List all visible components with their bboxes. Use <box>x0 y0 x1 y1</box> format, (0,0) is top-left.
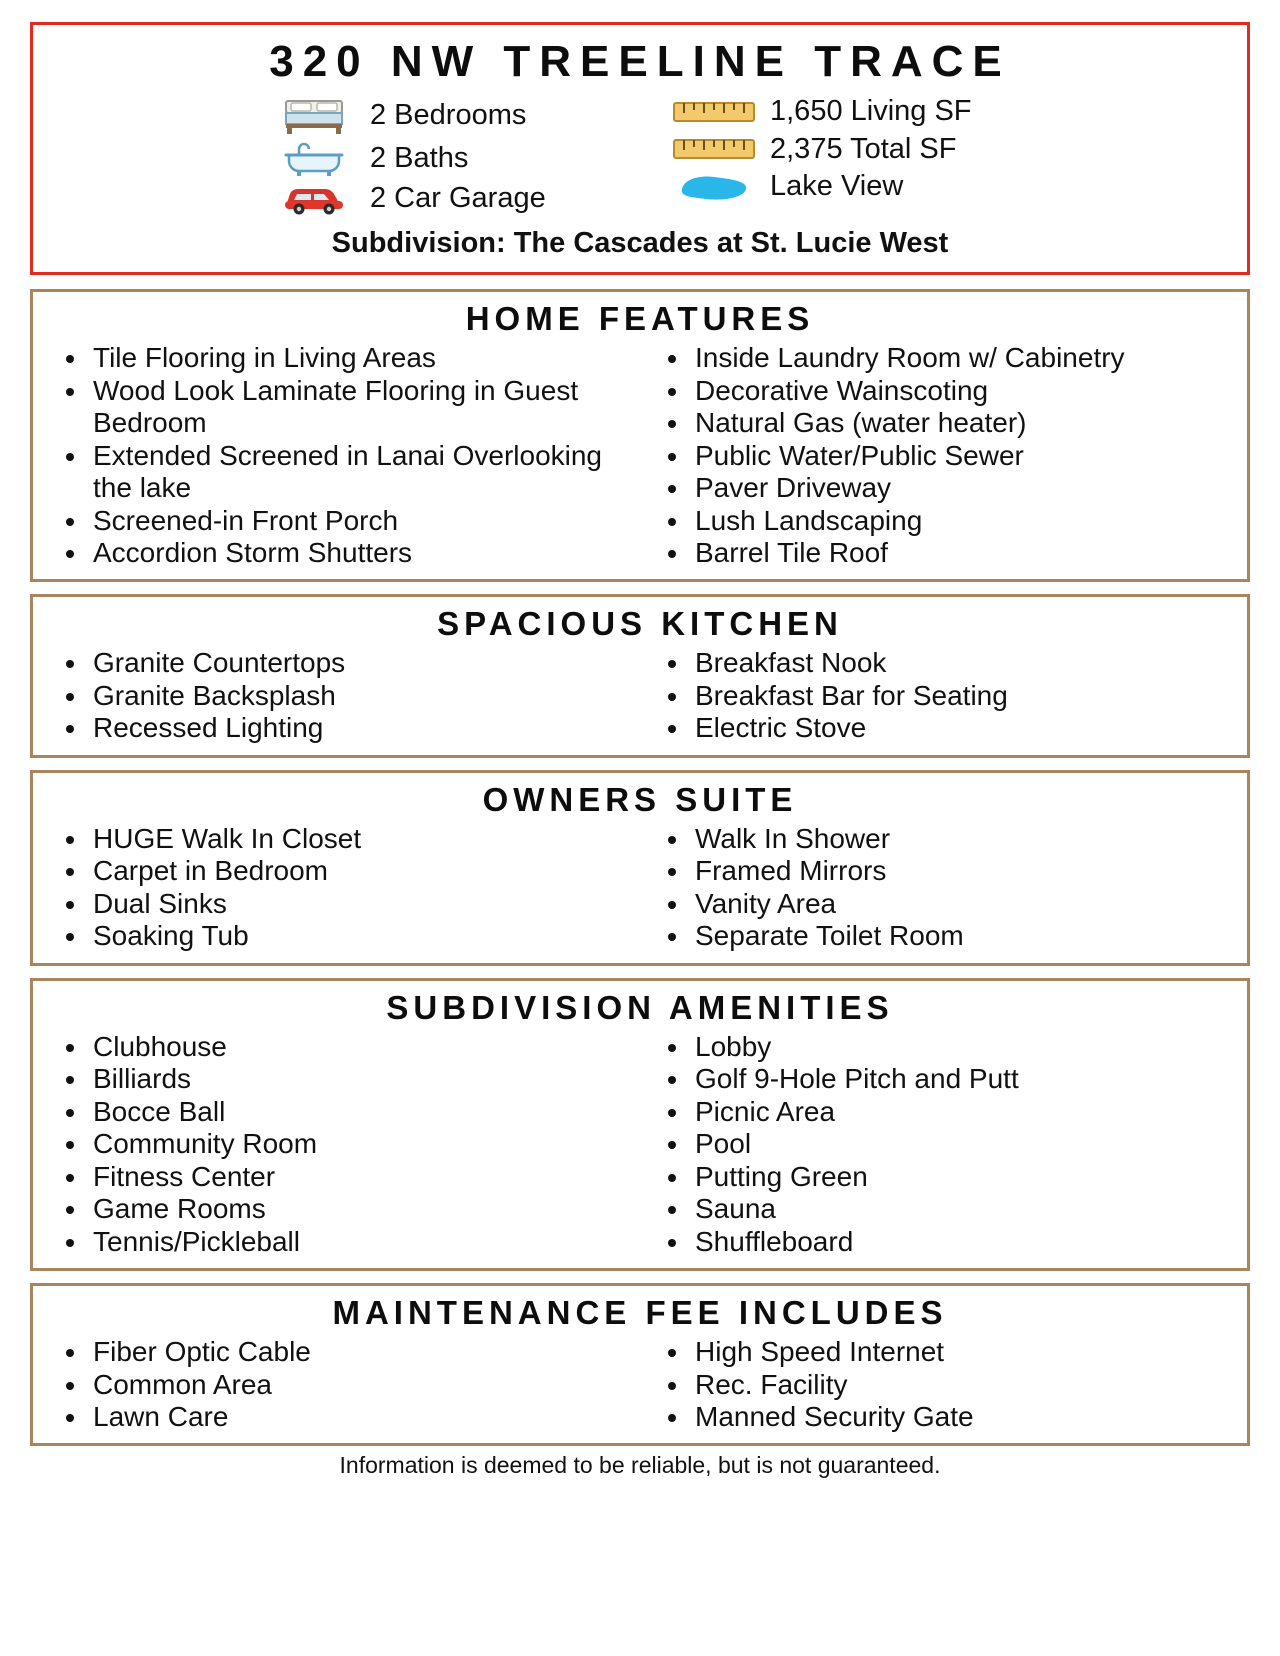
maintenance-column-right <box>645 1336 1237 1433</box>
kitchen-column-right <box>645 647 1237 744</box>
suite-column-left <box>43 823 635 953</box>
list-item: • Lobby <box>691 1031 1237 1063</box>
section-title: SUBDIVISION AMENITIES <box>386 988 894 1026</box>
list-item: • Common Area <box>89 1369 635 1401</box>
section-spacious-kitchen <box>30 594 1250 757</box>
car-icon <box>270 181 358 215</box>
section-title: MAINTENANCE FEE INCLUDES <box>332 1294 948 1332</box>
list-item: • Barrel Tile Roof <box>691 537 1237 569</box>
feature-list <box>645 1031 1237 1258</box>
feature-list <box>43 1031 635 1258</box>
list-item: • Pool <box>691 1128 1237 1160</box>
fact-label: 2,375 Total SF <box>770 132 957 165</box>
list-item: • Recessed Lighting <box>89 712 635 744</box>
water-icon <box>670 171 758 203</box>
list-item: • Bocce Ball <box>89 1096 635 1128</box>
ruler-icon <box>670 97 758 127</box>
section-title: SPACIOUS KITCHEN <box>437 605 843 643</box>
kitchen-column-left <box>43 647 635 744</box>
subdivision-line: Subdivision: The Cascades at St. Lucie West <box>331 227 949 260</box>
feature-list <box>43 342 635 569</box>
list-item: • Public Water/Public Sewer <box>691 440 1237 472</box>
list-item: • Fiber Optic Cable <box>89 1336 635 1368</box>
list-item: • Clubhouse <box>89 1031 635 1063</box>
list-item: • Natural Gas (water heater) <box>691 407 1237 439</box>
list-item: • Manned Security Gate <box>691 1401 1237 1433</box>
bed-icon <box>270 95 358 135</box>
list-item: • Soaking Tub <box>89 920 635 952</box>
amenities-column-right <box>645 1031 1237 1258</box>
feature-list <box>645 647 1237 744</box>
bathtub-icon <box>270 139 358 177</box>
section-title: OWNERS SUITE <box>482 780 798 818</box>
list-item: • Separate Toilet Room <box>691 920 1237 952</box>
list-item: • Fitness Center <box>89 1161 635 1193</box>
feature-list <box>43 823 635 953</box>
list-item: • Inside Laundry Room w/ Cabinetry <box>691 342 1237 374</box>
ruler-icon <box>670 134 758 164</box>
list-item: • Game Rooms <box>89 1193 635 1225</box>
feature-list <box>43 647 635 744</box>
list-item: • Billiards <box>89 1063 635 1095</box>
list-item: • Wood Look Laminate Flooring in Guest Bedroom <box>89 375 635 440</box>
section-title: HOME FEATURES <box>465 300 815 338</box>
list-item: • High Speed Internet <box>691 1336 1237 1368</box>
feature-list <box>645 342 1237 569</box>
list-item: • Putting Green <box>691 1161 1237 1193</box>
fact-living-sf <box>670 95 1010 128</box>
list-item: • Tennis/Pickleball <box>89 1226 635 1258</box>
fact-label: Lake View <box>770 169 904 202</box>
amenities-column-left <box>43 1031 635 1258</box>
list-item: • Golf 9-Hole Pitch and Putt <box>691 1063 1237 1095</box>
feature-list <box>645 1336 1237 1433</box>
property-facts <box>47 95 1233 215</box>
property-header <box>30 22 1250 275</box>
list-item: • Dual Sinks <box>89 888 635 920</box>
list-item: • Shuffleboard <box>691 1226 1237 1258</box>
feature-column-left <box>43 342 635 569</box>
list-item: • Paver Driveway <box>691 472 1237 504</box>
facts-column-left <box>270 95 610 215</box>
suite-column-right <box>645 823 1237 953</box>
feature-list <box>645 823 1237 953</box>
page-title: 320 NW TREELINE TRACE <box>269 37 1011 86</box>
list-item: • Tile Flooring in Living Areas <box>89 342 635 374</box>
section-subdivision-amenities <box>30 978 1250 1271</box>
list-item: • Sauna <box>691 1193 1237 1225</box>
list-item: • Rec. Facility <box>691 1369 1237 1401</box>
fact-label: 1,650 Living SF <box>770 95 972 128</box>
disclaimer-text: Information is deemed to be reliable, but is not guaranteed. <box>339 1452 941 1479</box>
list-item: • Carpet in Bedroom <box>89 855 635 887</box>
fact-label: 2 Bedrooms <box>370 98 527 131</box>
list-item: • Community Room <box>89 1128 635 1160</box>
section-maintenance-fee <box>30 1283 1250 1446</box>
list-item: • Lush Landscaping <box>691 505 1237 537</box>
list-item: • Breakfast Nook <box>691 647 1237 679</box>
list-item: • Lawn Care <box>89 1401 635 1433</box>
list-item: • Granite Countertops <box>89 647 635 679</box>
list-item: • Framed Mirrors <box>691 855 1237 887</box>
maintenance-column-left <box>43 1336 635 1433</box>
feature-list <box>43 1336 635 1433</box>
list-item: • Accordion Storm Shutters <box>89 537 635 569</box>
fact-view <box>670 170 1010 203</box>
fact-bedrooms <box>270 95 610 135</box>
fact-label: 2 Car Garage <box>370 181 546 214</box>
list-item: • Screened-in Front Porch <box>89 505 635 537</box>
section-owners-suite <box>30 770 1250 966</box>
list-item: • Electric Stove <box>691 712 1237 744</box>
list-item: • Granite Backsplash <box>89 680 635 712</box>
list-item: • Decorative Wainscoting <box>691 375 1237 407</box>
list-item: • Breakfast Bar for Seating <box>691 680 1237 712</box>
fact-baths <box>270 139 610 177</box>
facts-column-right <box>670 95 1010 215</box>
feature-column-right <box>645 342 1237 569</box>
list-item: • Vanity Area <box>691 888 1237 920</box>
list-item: • Picnic Area <box>691 1096 1237 1128</box>
fact-label: 2 Baths <box>370 141 469 174</box>
fact-garage <box>270 181 610 215</box>
list-item: • HUGE Walk In Closet <box>89 823 635 855</box>
list-item: • Extended Screened in Lanai Overlooking the lake <box>89 440 635 505</box>
fact-total-sf <box>670 133 1010 166</box>
section-home-features <box>30 289 1250 582</box>
list-item: • Walk In Shower <box>691 823 1237 855</box>
